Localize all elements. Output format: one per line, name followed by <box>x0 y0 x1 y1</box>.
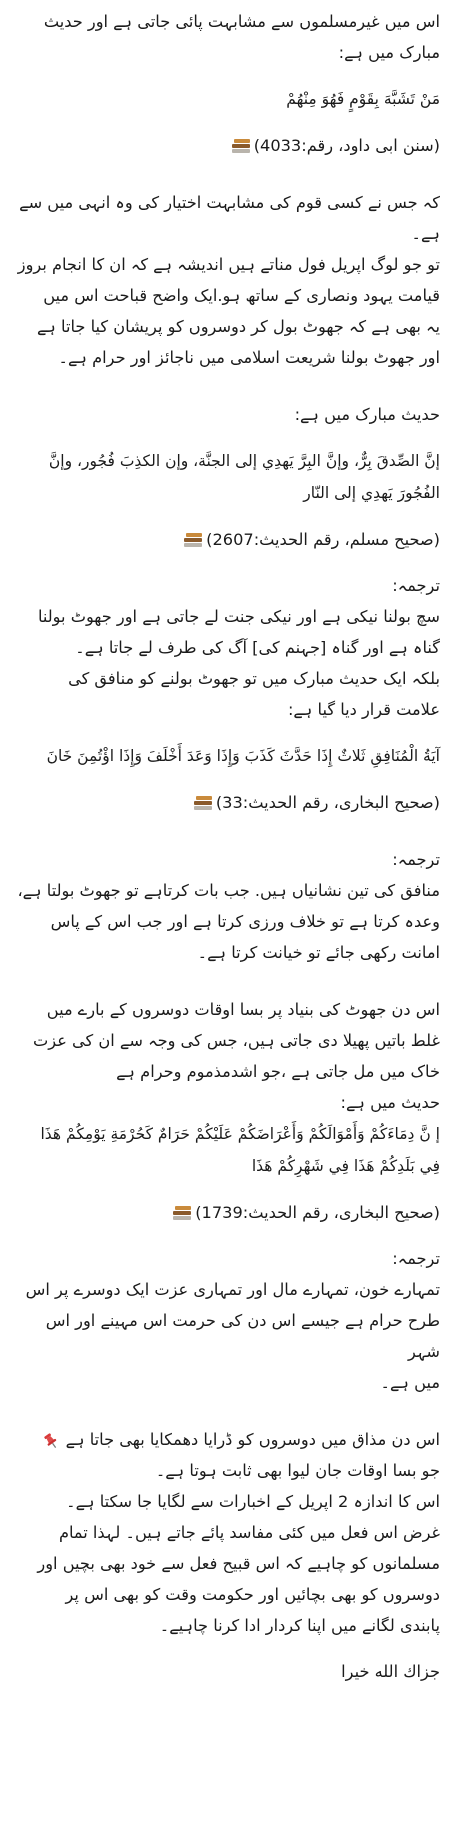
paragraph-line: مسلمانوں کو چاہیے کہ اس قبیح فعل سے خود بھی بچیں اور <box>37 1554 440 1573</box>
paragraph-line: یہ بھی ہے کہ جھوٹ بول کر دوسروں کو پریشان کیا جاتا ہے <box>36 317 440 336</box>
hadith-arabic: إ نَّ دِمَاءَكُمْ وَأَمْوَالَكُمْ وَأَعْرَاضَكُمْ عَلَيْكُمْ حَرَامٌ كَحُرْمَةِ يَوْمِكُمْ هَذَا <box>40 1125 440 1143</box>
paragraph-line: غرض اس فعل میں کئی مفاسد پائے جاتے ہیں۔ لہذا تمام <box>58 1523 440 1542</box>
hadith-heading: حدیث مبارک میں ہے: <box>294 405 440 424</box>
reference-text: (صحیح البخاری، رقم الحدیث:33) <box>215 793 440 812</box>
translation-line: منافق کی تین نشانیاں ہیں. جب بات کرتاہے تو جھوٹ بولتا ہے، <box>17 881 440 900</box>
translation-label: ترجمہ: <box>392 576 440 595</box>
paragraph-text: اس دن مذاق میں دوسروں کو ڈرایا دھمکایا بھی جاتا ہے <box>65 1430 440 1449</box>
hadith-reference <box>10 130 440 161</box>
paragraph-line: تو جو لوگ اپریل فول مناتے ہیں اندیشہ ہے کہ ان کا انجام بروز <box>17 255 440 274</box>
paragraph-line: اس کا اندازہ 2 اپریل کے اخبارات سے لگایا جا سکتا ہے۔ <box>66 1492 440 1511</box>
books-icon <box>232 139 250 153</box>
paragraph-line: اس دن جھوٹ کی بنیاد پر بسا اوقات دوسروں کے بارے میں <box>46 1000 440 1019</box>
paragraph-line: پابندی لگانے میں اپنا کردار ادا کرنا چاہیے۔ <box>159 1616 440 1635</box>
paragraph-line: علامت قرار دیا گیا ہے: <box>287 700 440 719</box>
intro-line-1: اس میں غیرمسلموں سے مشابہت پائی جاتی ہے اور حدیث <box>43 12 440 31</box>
translation-label: ترجمہ: <box>392 1249 440 1268</box>
paragraph-line: کہ جس نے کسی قوم کی مشابہت اختیار کی وہ انہی میں سے <box>19 193 440 212</box>
hadith-reference <box>10 524 440 555</box>
paragraph-line: جو بسا اوقات جان لیوا بھی ثابت ہوتا ہے۔ <box>155 1461 440 1480</box>
pushpin-icon <box>42 1432 60 1450</box>
paragraph-line: ہے۔ <box>411 224 440 243</box>
translation-line: وعدہ کرتا ہے تو خلاف ورزی کرتا ہے اور جب اس کے پاس <box>50 912 440 931</box>
hadith-heading: حدیث میں ہے: <box>340 1093 440 1112</box>
hadith-reference <box>10 787 440 818</box>
hadith-arabic: الفُجُورَ يَهدِي إلى النّار <box>303 484 440 502</box>
translation-line: سچ بولنا نیکی ہے اور نیکی جنت لے جاتی ہے اور جھوٹ بولنا <box>37 607 440 626</box>
books-icon <box>184 533 202 547</box>
hadith-arabic: إنَّ الصِّدقَ بِرٌّ، وإنَّ البِرَّ يَهدِي إلى الجنَّة، وإن الكذِبَ فُجُور، وإنَّ <box>48 452 440 470</box>
reference-text: (صحیح مسلم، رقم الحدیث:2607) <box>206 530 440 549</box>
signoff: جزاك الله خیرا <box>341 1662 440 1681</box>
books-icon <box>194 796 212 810</box>
translation-line: میں ہے۔ <box>380 1373 440 1392</box>
hadith-arabic: فِي بَلَدِكُمْ هَذَا فِي شَهْرِكُمْ هَذَا <box>251 1157 440 1175</box>
translation-line: امانت رکھی جائے تو خیانت کرتا ہے۔ <box>197 943 440 962</box>
hadith-arabic: آيَةُ الْمُنَافِقِ ثَلاثٌ إِذَا حَدَّثَ كَذَبَ وَإِذَا وَعَدَ أَخْلَفَ وَإِذَا اؤْتُمِنَ خَانَ <box>46 747 440 765</box>
hadith-reference <box>10 1197 440 1228</box>
hadith-arabic: مَنْ تَشَبَّهَ بِقَوْمٍ فَهُوَ مِنْهُمْ <box>286 90 440 108</box>
paragraph-line: بلکہ ایک حدیث مبارک میں تو جھوٹ بولنے کو منافق کی <box>68 669 440 688</box>
translation-line: طرح حرام ہے جیسے اس دن کی حرمت اس مہینے اور اس شہر <box>45 1311 440 1361</box>
intro-line-2: مبارک میں ہے: <box>338 43 440 62</box>
paragraph-line: دوسروں کو بھی بچائیں اور حکومت وقت کو بھی اس پر <box>65 1585 440 1604</box>
paragraph-line: خاک میں مل جاتی ہے ،جو اشدمذموم وحرام ہے <box>116 1062 440 1081</box>
translation-label: ترجمہ: <box>392 850 440 869</box>
paragraph-line: اور جھوٹ بولنا شریعت اسلامی میں ناجائز اور حرام ہے۔ <box>58 348 440 367</box>
paragraph-line: قیامت یہود ونصاری کے ساتھ ہو.ایک واضح قباحت اس میں <box>43 286 440 305</box>
paragraph-line <box>10 1424 440 1455</box>
reference-text: (صحیح البخاری، رقم الحدیث:1739) <box>195 1203 440 1222</box>
translation-line: گناہ ہے اور گناہ [جہنم کی] آگ کی طرف لے جاتا ہے۔ <box>75 638 440 657</box>
reference-text: (سنن ابی داود، رقم:4033) <box>253 136 440 155</box>
books-icon <box>173 1206 191 1220</box>
translation-line: تمہارے خون، تمہارے مال اور تمہاری عزت ایک دوسرے پر اس <box>25 1280 440 1299</box>
paragraph-line: غلط باتیں پھیلا دی جاتی ہیں، جس کی وجہ سے ان کی عزت <box>33 1031 440 1050</box>
